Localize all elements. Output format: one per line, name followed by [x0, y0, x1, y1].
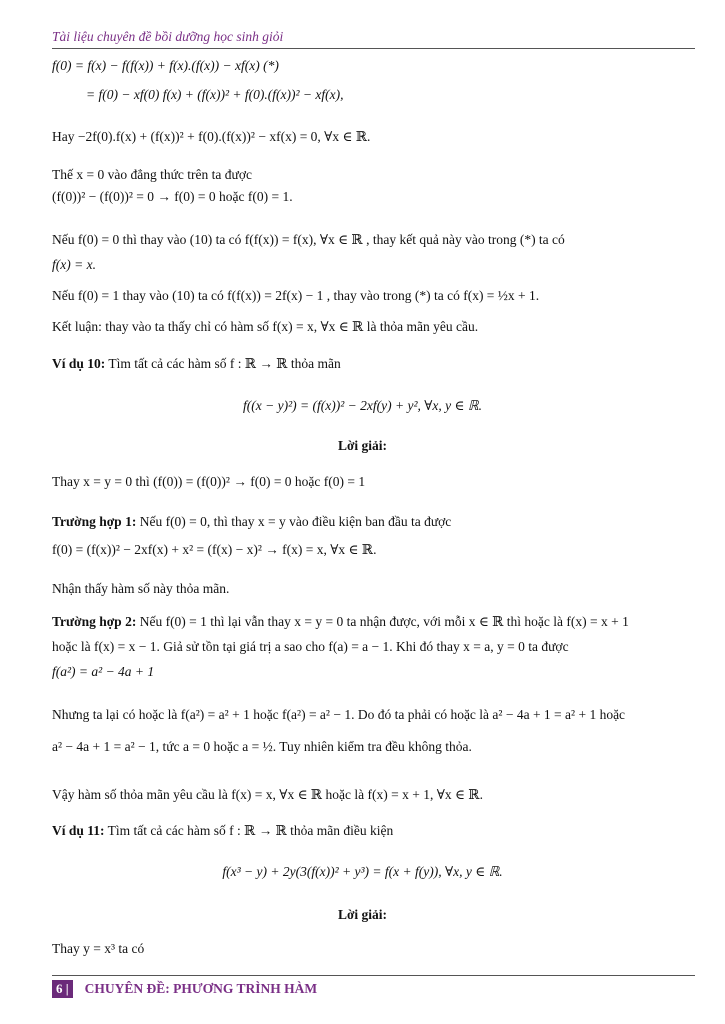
equation-line-fa2: f(a²) = a² − 4a + 1 [52, 664, 155, 679]
text-line-thay: Thay x = y = 0 thì (f(0)) = (f(0))² → f(0) = 0 hoặc f(0) = 1 [52, 474, 366, 489]
text-line-neu-2: Nếu f(0) = 1 thay vào (10) ta có f(f(x)) = 2f(x) − 1 , thay vào trong (*) ta có f(x) = ½x + 1. [52, 288, 540, 303]
text-line-neu-1: Nếu f(0) = 0 thì thay vào (10) ta có f(f(x)) = f(x), ∀x ∈ ℝ , thay kết quả này vào trong (*) ta có [52, 232, 565, 247]
case-1 [52, 513, 451, 531]
page-number: 6 | [52, 980, 73, 998]
equation-line-2: = f(0) − xf(0) f(x) + (f(x))² + f(0).(f(x))² − xf(x), [86, 87, 344, 102]
page-footer [52, 980, 317, 998]
text-line-a-values: a² − 4a + 1 = a² − 1, tức a = 0 hoặc a = ½. Tuy nhiên kiểm tra đều không thỏa. [52, 739, 472, 754]
case-1-label: Trường hợp 1: [52, 514, 137, 529]
equation-line-1: f(0) = f(x) − f(f(x)) + f(x).(f(x)) − xf(x) (*) [52, 58, 279, 73]
text-line-nhung: Nhưng ta lại có hoặc là f(a²) = a² + 1 hoặc f(a²) = a² − 1. Do đó ta phải có hoặc là a² − 4a + 1 = a² + 1 hoặc [52, 707, 626, 722]
example-10 [52, 355, 341, 373]
example-10-label: Ví dụ 10: [52, 356, 106, 371]
example-10-equation: f((x − y)²) = (f(x))² − 2xf(y) + y², ∀x, y ∈ ℝ. [243, 398, 482, 413]
page-header-title: Tài liệu chuyên đề bồi dưỡng học sinh giỏi [52, 29, 284, 44]
text-line-vay: Vậy hàm số thỏa mãn yêu cầu là f(x) = x, ∀x ∈ ℝ hoặc là f(x) = x + 1, ∀x ∈ ℝ. [52, 787, 483, 802]
equation-line-fx-x: f(x) = x. [52, 257, 96, 272]
case-1-text: Nếu f(0) = 0, thì thay x = y vào điều kiện ban đầu ta được [136, 514, 452, 529]
example-11-label: Ví dụ 11: [52, 823, 105, 838]
example-11-text: Tìm tất cả các hàm số f : ℝ → ℝ thỏa mãn điều kiện [104, 823, 394, 838]
text-line-hay: Hay −2f(0).f(x) + (f(x))² + f(0).(f(x))² − xf(x) = 0, ∀x ∈ ℝ. [52, 129, 371, 144]
example-11-equation: f(x³ − y) + 2y(3(f(x))² + y³) = f(x + f(y)), ∀x, y ∈ ℝ. [222, 864, 503, 879]
text-line-hoac-la: hoặc là f(x) = x − 1. Giả sử tồn tại giá trị a sao cho f(a) = a − 1. Khi đó thay x = a, y = 0 ta được [52, 639, 569, 654]
case-2 [52, 613, 629, 631]
text-line-ket-luan: Kết luận: thay vào ta thấy chỉ có hàm số f(x) = x, ∀x ∈ ℝ là thỏa mãn yêu cầu. [52, 319, 479, 334]
case-2-text: Nếu f(0) = 1 thì lại vẫn thay x = y = 0 ta nhận được, với mỗi x ∈ ℝ thì hoặc là f(x) = x + 1 [136, 614, 629, 629]
solution-label-2: Lời giải: [337, 907, 388, 922]
text-line-the: Thế x = 0 vào đẳng thức trên ta được [52, 167, 252, 182]
case-2-label: Trường hợp 2: [52, 614, 137, 629]
example-10-text: Tìm tất cả các hàm số f : ℝ → ℝ thỏa mãn [105, 356, 341, 371]
example-11 [52, 822, 393, 840]
text-line-nhan-thay: Nhận thấy hàm số này thỏa mãn. [52, 581, 230, 596]
header-divider [52, 48, 695, 49]
footer-title: CHUYÊN ĐỀ: PHƯƠNG TRÌNH HÀM [84, 981, 318, 996]
equation-line-case-1: f(0) = (f(x))² − 2xf(x) + x² = (f(x) − x)² → f(x) = x, ∀x ∈ ℝ. [52, 542, 377, 557]
equation-line-f0: (f(0))² − (f(0))² = 0 → f(0) = 0 hoặc f(0) = 1. [52, 189, 293, 204]
text-line-thay-y: Thay y = x³ ta có [52, 941, 145, 956]
footer-divider [52, 975, 695, 976]
solution-label-1: Lời giải: [337, 438, 388, 453]
